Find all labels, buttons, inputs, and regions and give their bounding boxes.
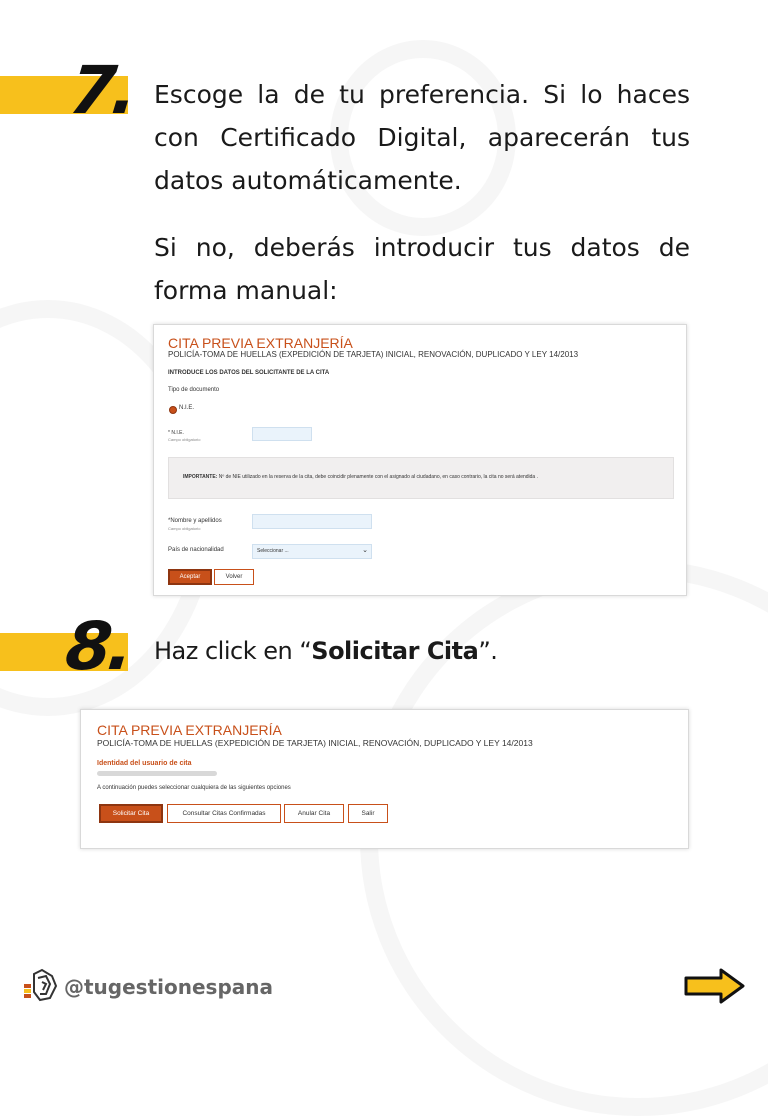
form-title: CITA PREVIA EXTRANJERÍA	[168, 335, 353, 351]
options-instructions: A continuación puedes seleccionar cualquiera de las siguientes opciones	[97, 785, 291, 791]
nie-required-note: Campo obligatorio	[168, 437, 201, 442]
step-7-manual-note: Si no, deberás introducir tus datos de forma manual:	[154, 233, 690, 305]
identity-label: Identidad del usuario de cita	[97, 760, 192, 767]
form-screenshot	[153, 324, 687, 596]
step-8-number: 8.	[62, 608, 134, 685]
nie-option-label: N.I.E.	[179, 405, 195, 411]
social-handle: @tugestionespana	[64, 975, 273, 999]
step-7-instructions: Escoge la de tu preferencia. Si lo haces con Certificado Digital, aparecerán tus datos automáticamente.	[154, 80, 690, 195]
salir-button[interactable]: Salir	[348, 804, 388, 823]
options-subtitle: POLICÍA-TOMA DE HUELLAS (EXPEDICIÓN DE TARJETA) INICIAL, RENOVACIÓN, DUPLICADO Y LEY 14/2013	[97, 738, 533, 748]
brand-logo	[22, 966, 60, 1004]
options-title: CITA PREVIA EXTRANJERÍA	[97, 722, 282, 738]
important-text: Nº de NIE utilizado en la reserva de la cita, debe coincidir plenamente con el asignado al ciudadano, en caso contrario, la cita no será atendida .	[217, 474, 538, 480]
step-8-instructions	[154, 630, 690, 673]
step-8-text-bold: Solicitar Cita	[311, 637, 479, 665]
name-required-note: Campo obligatorio	[168, 526, 201, 531]
document-type-label: Tipo de documento	[168, 387, 220, 393]
nie-input[interactable]	[252, 427, 312, 441]
country-select[interactable]	[252, 544, 372, 559]
accept-button[interactable]: Aceptar	[168, 569, 212, 585]
country-label: País de nacionalidad	[168, 547, 224, 553]
consultar-citas-button[interactable]: Consultar Citas Confirmadas	[167, 804, 281, 823]
step-8-text-prefix: Haz click en “	[154, 637, 312, 665]
name-label: *Nombre y apellidos	[168, 518, 222, 524]
options-screenshot	[80, 709, 689, 849]
name-input[interactable]	[252, 514, 372, 529]
step-7-number: 7.	[66, 52, 138, 129]
section-heading: INTRODUCE LOS DATOS DEL SOLICITANTE DE LA CITA	[168, 370, 330, 376]
nie-radio-button[interactable]	[169, 406, 177, 414]
back-button[interactable]: Volver	[214, 569, 254, 585]
important-label: IMPORTANTE:	[183, 474, 218, 480]
country-selected: Seleccionar ...	[257, 548, 289, 554]
chevron-down-icon: ⌄	[362, 547, 368, 554]
step-8-text-suffix: ”.	[478, 637, 498, 665]
important-notice	[168, 457, 674, 499]
solicitar-cita-button[interactable]: Solicitar Cita	[99, 804, 163, 823]
anular-cita-button[interactable]: Anular Cita	[284, 804, 344, 823]
blurred-user-name	[97, 771, 217, 776]
form-subtitle: POLICÍA-TOMA DE HUELLAS (EXPEDICIÓN DE TARJETA) INICIAL, RENOVACIÓN, DUPLICADO Y LEY 14/2013	[168, 350, 579, 359]
next-arrow-icon[interactable]	[683, 966, 747, 1006]
nie-label: * N.I.E.	[168, 430, 184, 436]
